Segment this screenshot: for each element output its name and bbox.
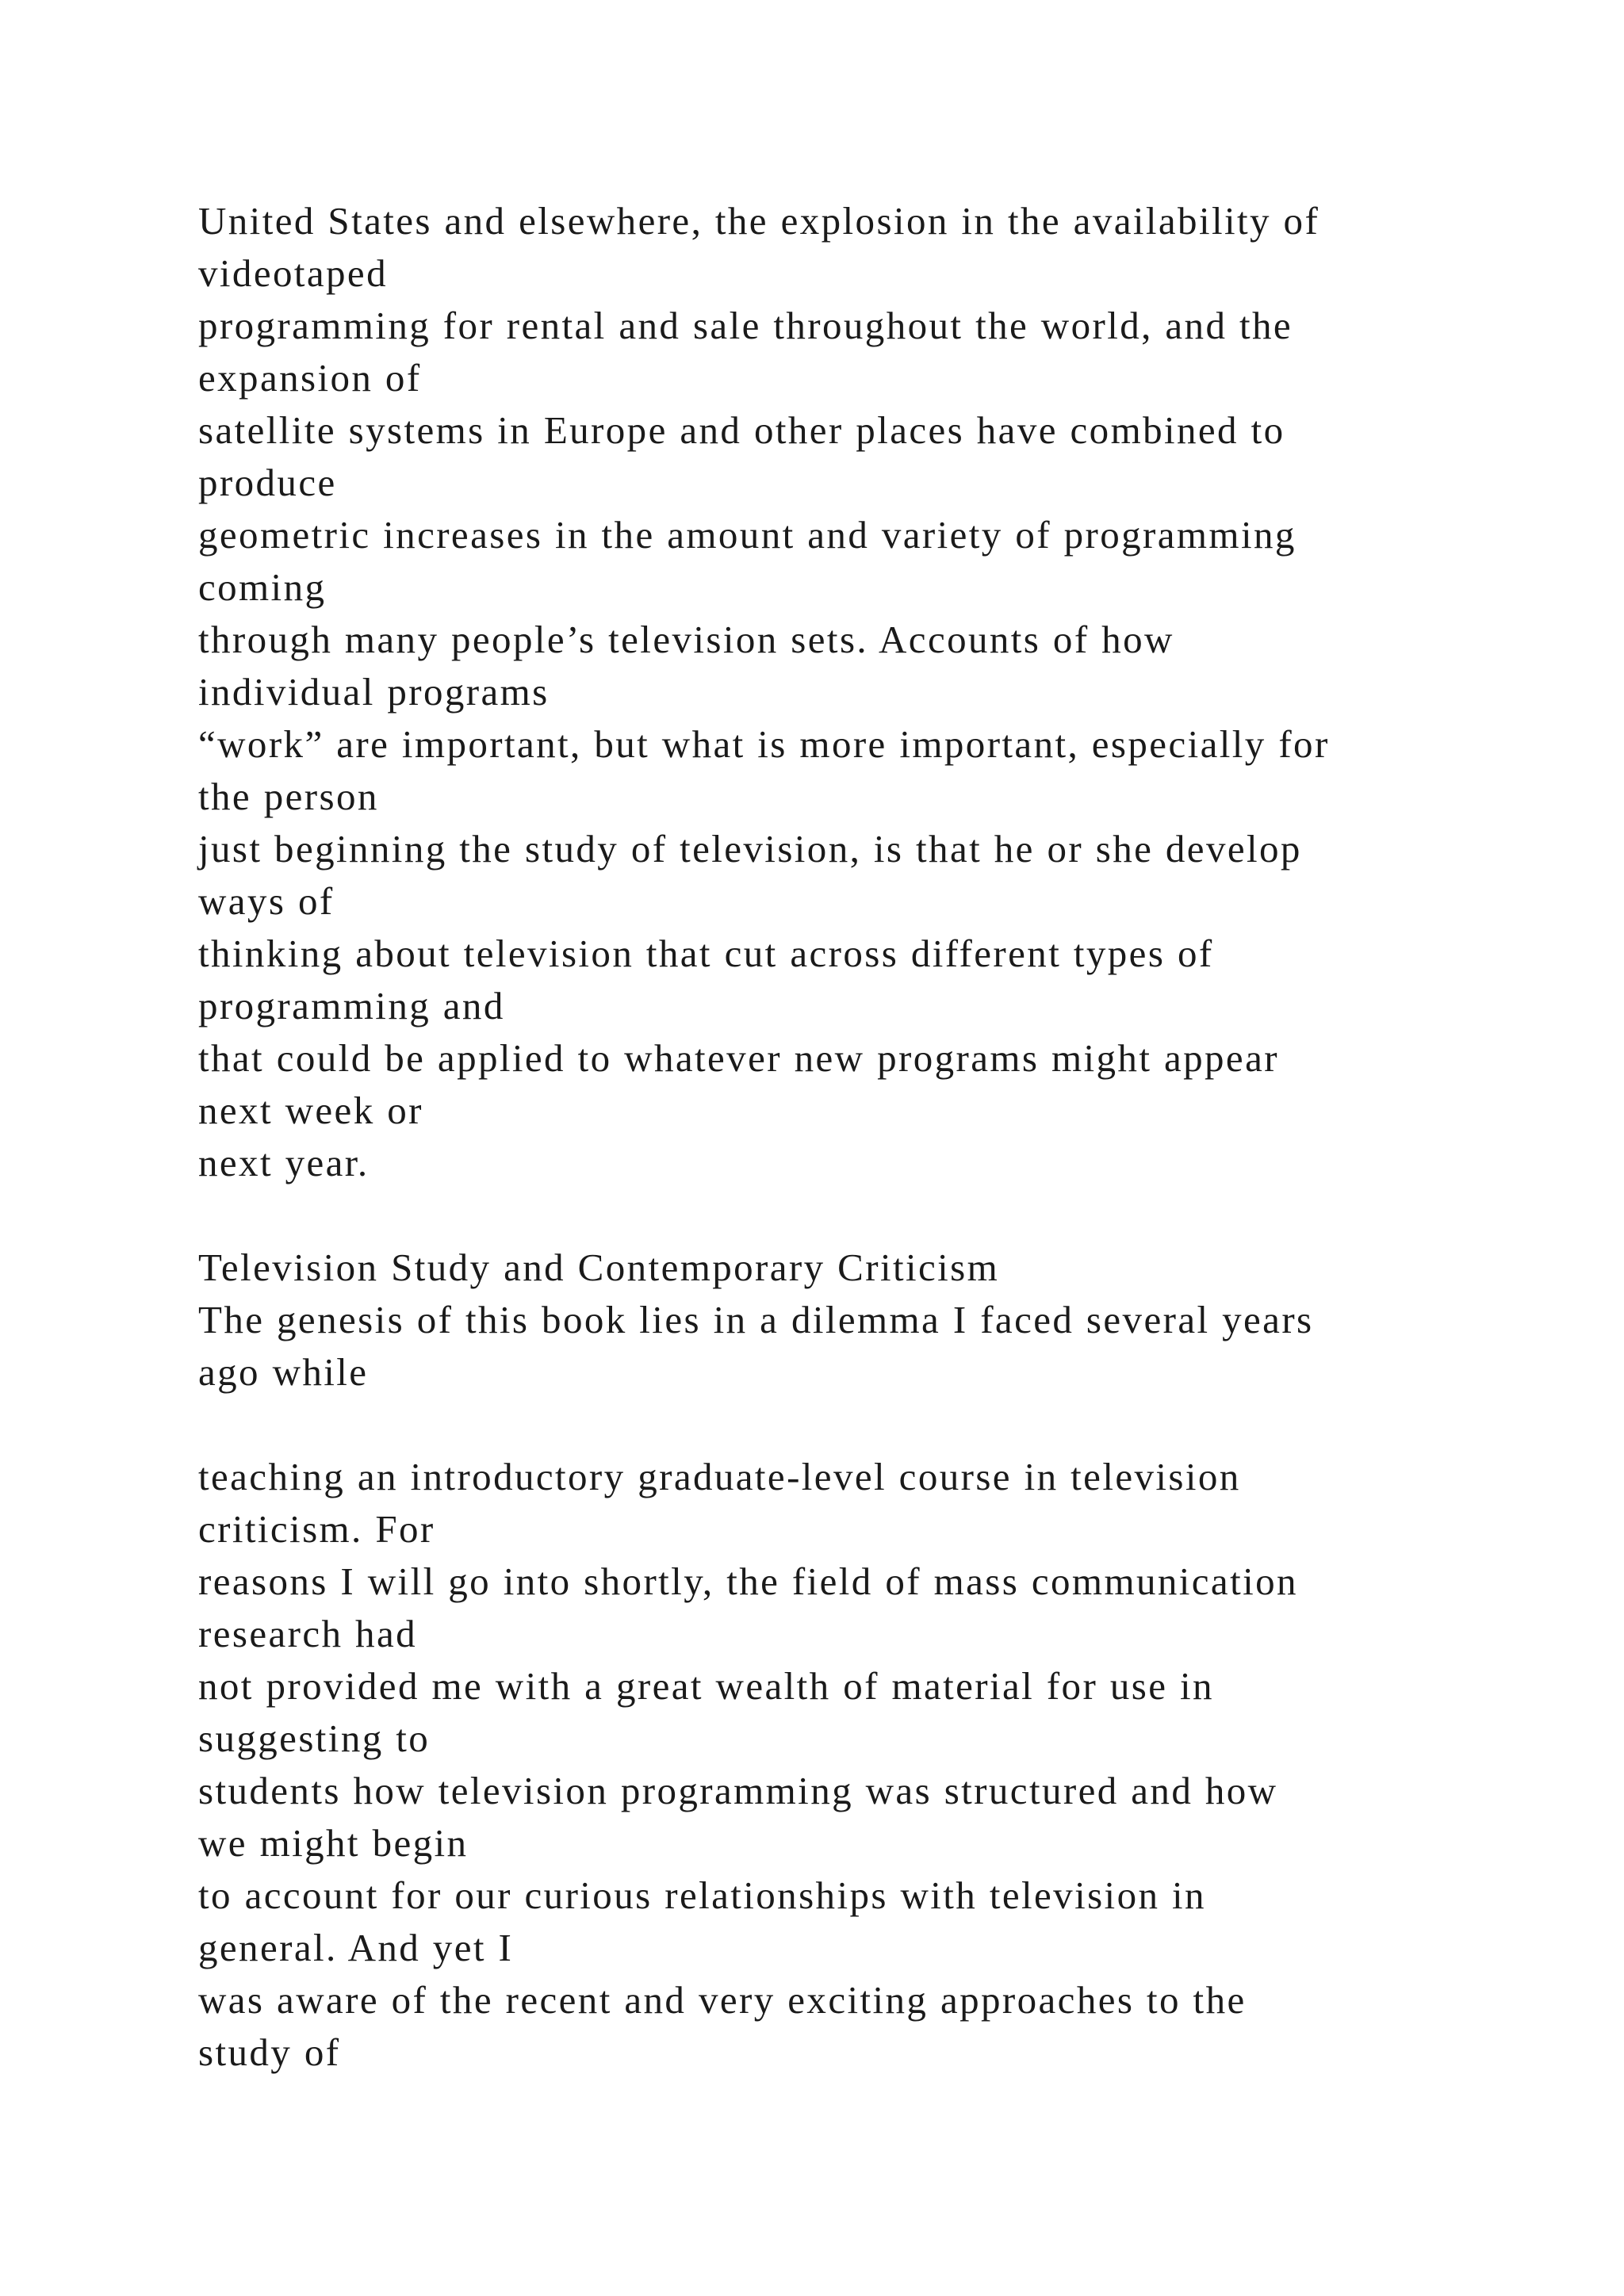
text-line: ways of	[198, 879, 335, 923]
text-line: to account for our curious relationships with television in	[198, 1873, 1206, 1917]
text-line: research had	[198, 1612, 417, 1655]
text-line: was aware of the recent and very exciting approaches to the	[198, 1978, 1247, 2022]
paragraph-gap	[198, 1189, 1546, 1242]
text-line: thinking about television that cut across different types of	[198, 932, 1214, 975]
text-line: study of	[198, 2030, 341, 2074]
text-line: individual programs	[198, 670, 550, 714]
document-body	[198, 195, 1546, 2079]
text-line: coming	[198, 565, 327, 609]
text-line: we might begin	[198, 1821, 469, 1865]
text-line: The genesis of this book lies in a dilemma I faced several years	[198, 1298, 1314, 1341]
text-line: through many people’s television sets. Accounts of how	[198, 618, 1174, 661]
paragraph-2	[198, 1294, 1546, 1399]
text-line: reasons I will go into shortly, the field of mass communication	[198, 1559, 1298, 1603]
text-line: ago while	[198, 1350, 369, 1394]
text-line: not provided me with a great wealth of material for use in	[198, 1664, 1214, 1708]
text-line: United States and elsewhere, the explosion in the availability of	[198, 199, 1320, 243]
paragraph-3	[198, 1451, 1546, 2079]
text-line: just beginning the study of television, is that he or she develop	[198, 827, 1302, 871]
text-line: criticism. For	[198, 1507, 435, 1551]
text-line: programming for rental and sale throughout the world, and the	[198, 304, 1293, 347]
text-line: general. And yet I	[198, 1926, 514, 1969]
text-line: suggesting to	[198, 1716, 431, 1760]
text-line: geometric increases in the amount and variety of programming	[198, 513, 1297, 557]
paragraph-gap	[198, 1399, 1546, 1451]
text-line: videotaped	[198, 251, 388, 295]
text-line: “work” are important, but what is more important, especially for	[198, 722, 1330, 766]
text-line: that could be applied to whatever new programs might appear	[198, 1036, 1279, 1080]
text-line: students how television programming was structured and how	[198, 1769, 1278, 1812]
text-line: next week or	[198, 1089, 423, 1132]
text-line: next year.	[198, 1141, 370, 1184]
text-line: satellite systems in Europe and other places have combined to	[198, 408, 1285, 452]
text-line: the person	[198, 775, 379, 818]
section-heading: Television Study and Contemporary Criticism	[198, 1246, 1000, 1289]
paragraph-1	[198, 195, 1546, 1189]
text-line: teaching an introductory graduate-level course in television	[198, 1455, 1241, 1498]
text-line: programming and	[198, 984, 505, 1027]
text-line: expansion of	[198, 356, 422, 400]
text-line: produce	[198, 461, 337, 504]
